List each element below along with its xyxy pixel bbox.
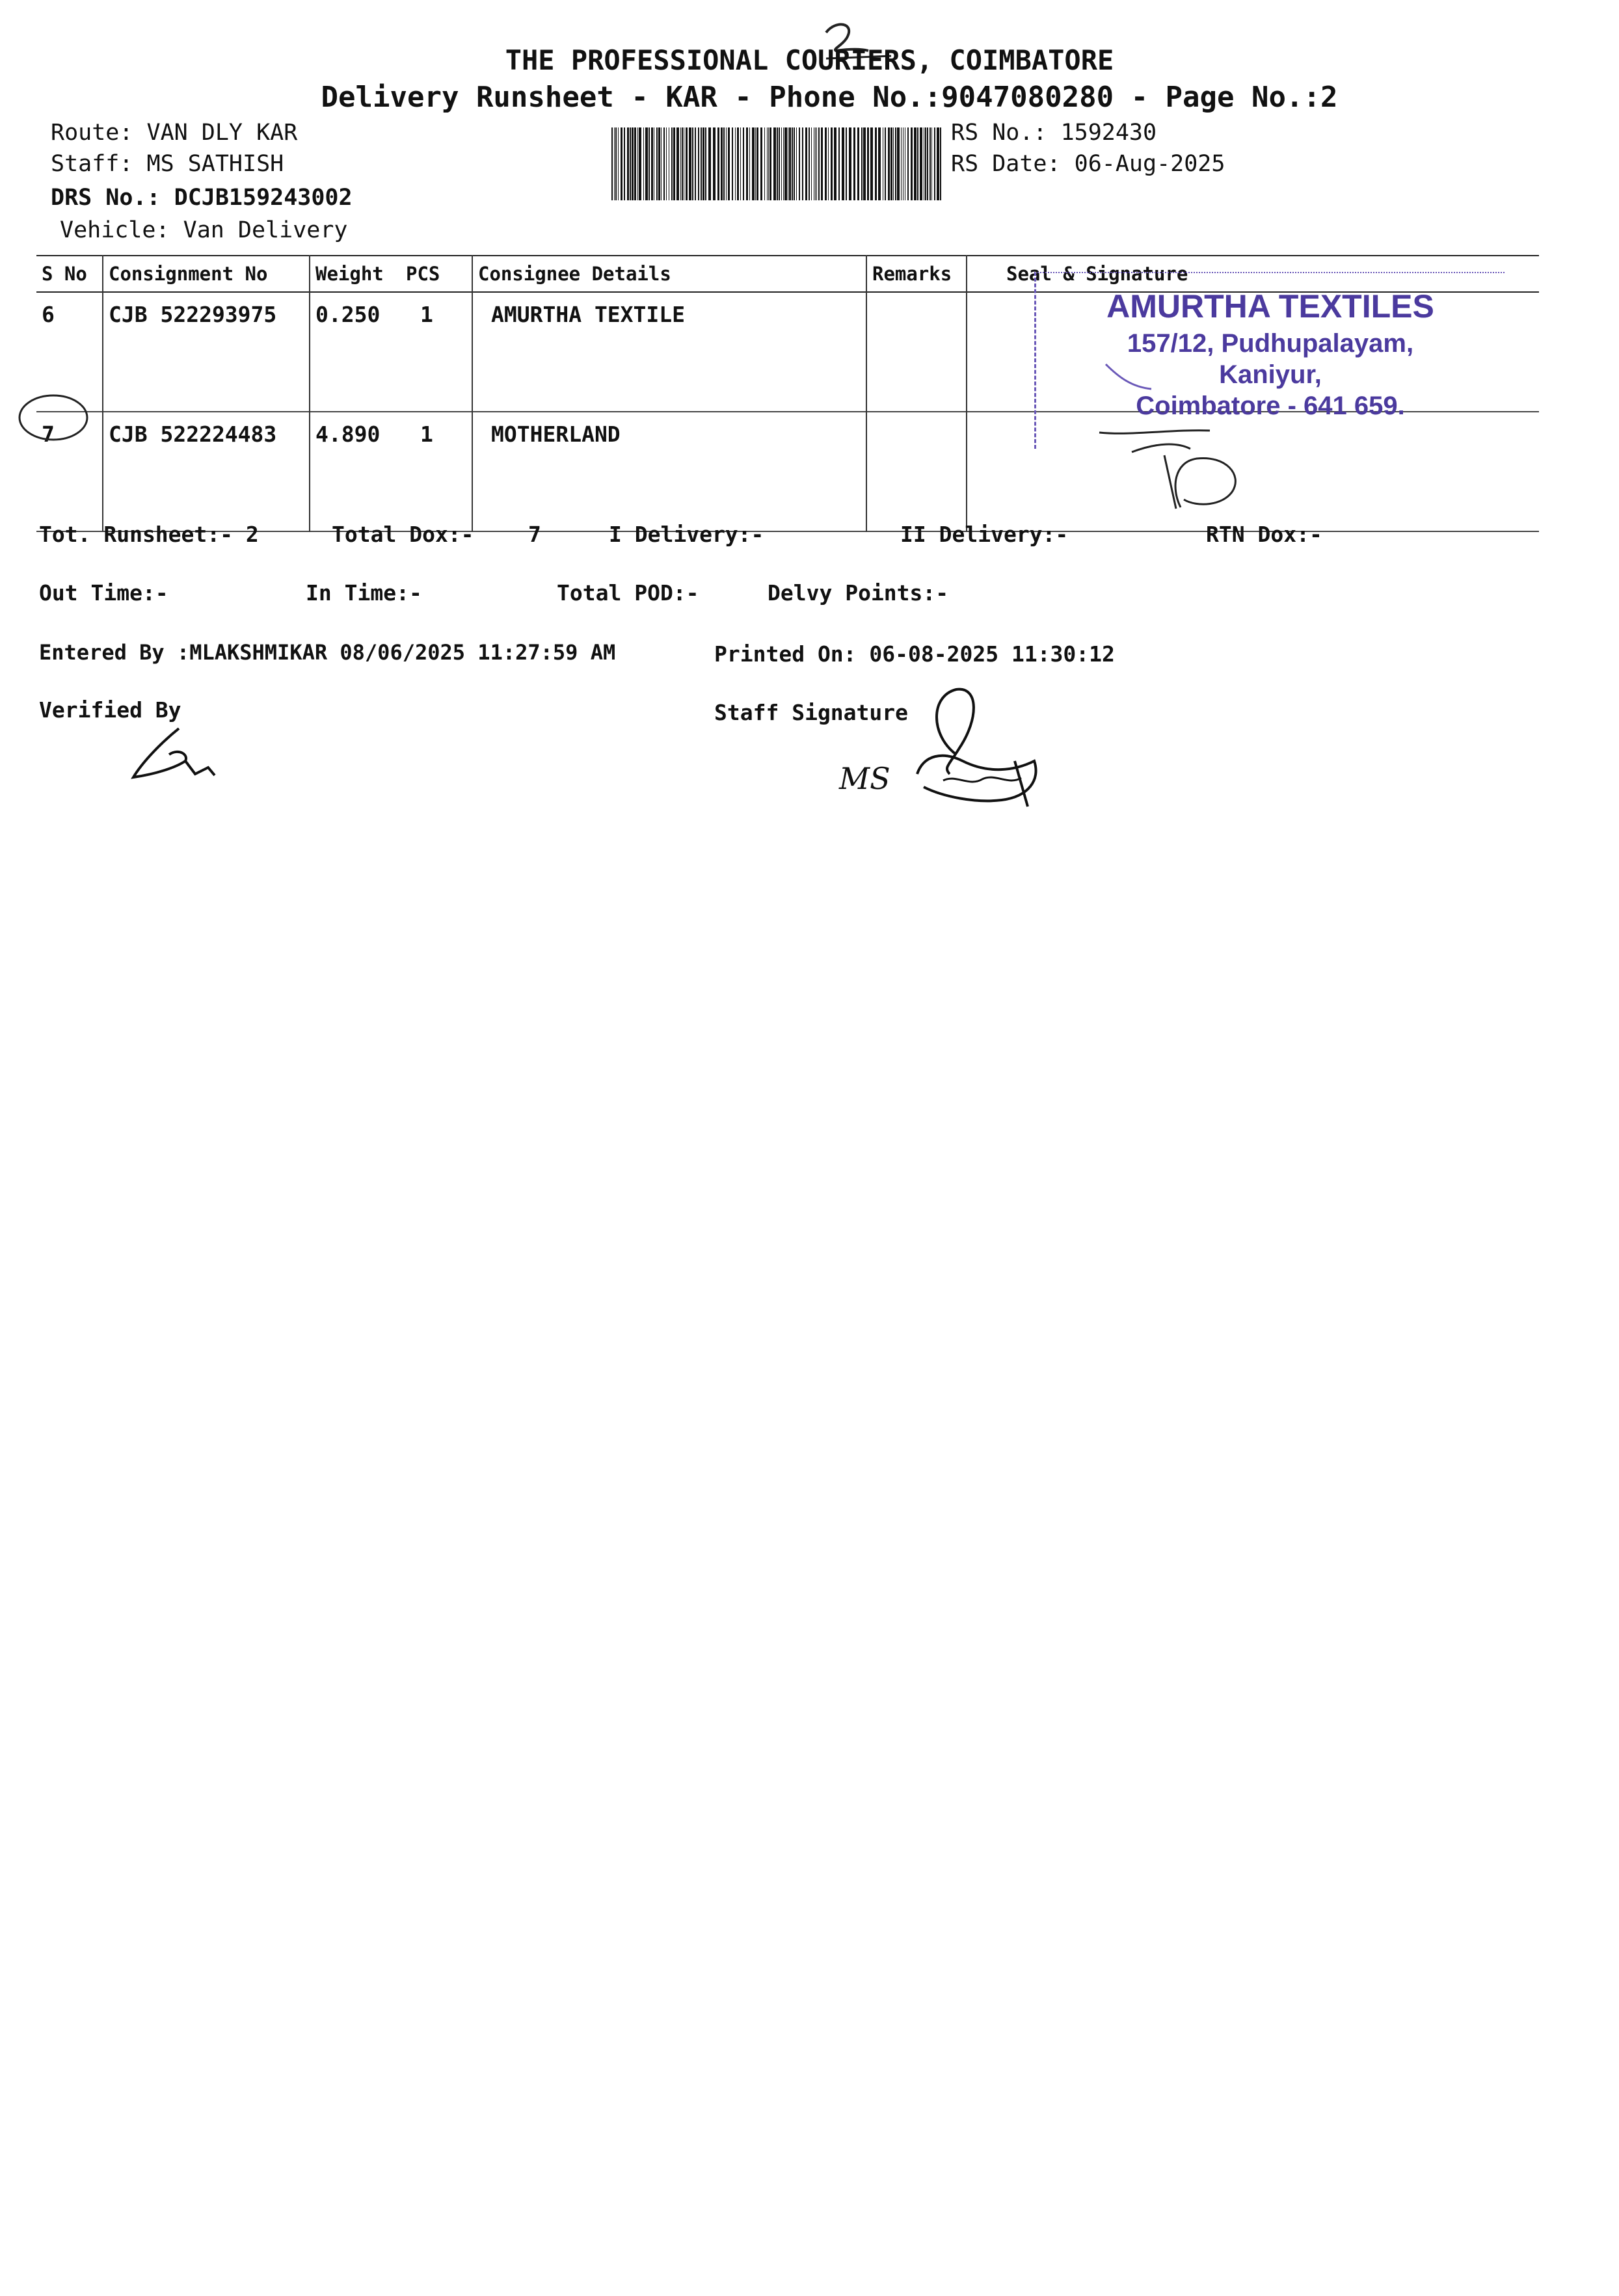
barcode-bar bbox=[614, 127, 615, 200]
barcode-bar bbox=[925, 127, 926, 200]
col-header-weight: Weight bbox=[310, 256, 401, 292]
barcode-bar bbox=[769, 127, 771, 200]
drs-number: DRS No.: DCJB159243002 bbox=[51, 185, 353, 211]
route-label: Route: VAN DLY KAR bbox=[51, 120, 298, 146]
barcode-bar bbox=[838, 127, 840, 200]
barcode-bar bbox=[834, 127, 836, 200]
barcode-bar bbox=[702, 127, 704, 200]
row-consignment: CJB 522293975 bbox=[103, 292, 310, 412]
barcode-bar bbox=[821, 127, 823, 200]
barcode-bar bbox=[637, 127, 638, 200]
barcode-bar bbox=[863, 127, 866, 200]
barcode-bar bbox=[792, 127, 793, 200]
col-header-consignment: Consignment No bbox=[103, 256, 310, 292]
barcode-bar bbox=[713, 127, 716, 200]
staff-signature-label: Staff Signature bbox=[714, 700, 909, 725]
barcode-bar bbox=[764, 127, 765, 200]
col-header-pcs: PCS bbox=[406, 263, 440, 285]
total-dox-label: Total Dox:- bbox=[332, 522, 474, 547]
row-sno: 6 bbox=[42, 302, 55, 327]
barcode-bar bbox=[737, 127, 739, 200]
vehicle-label: Vehicle: Van Delivery bbox=[60, 217, 348, 243]
barcode-bar bbox=[676, 127, 679, 200]
barcode-bar bbox=[732, 127, 733, 200]
barcode-bar bbox=[857, 127, 859, 200]
barcode-bar bbox=[651, 127, 653, 200]
barcode-bar bbox=[853, 127, 855, 200]
barcode-bar bbox=[701, 127, 702, 200]
receiver-signature bbox=[1093, 351, 1301, 527]
staff-label: Staff: MS SATHISH bbox=[51, 151, 284, 177]
stamp-address-line2: Kaniyur, bbox=[1219, 360, 1322, 389]
barcode-bar bbox=[930, 127, 931, 200]
barcode-bar bbox=[815, 127, 816, 200]
barcode-bar bbox=[666, 127, 667, 200]
verifier-signature bbox=[117, 715, 228, 787]
barcode-bar bbox=[752, 127, 755, 200]
barcode-bar bbox=[849, 127, 851, 200]
barcode-bar bbox=[888, 127, 890, 200]
barcode-bar bbox=[740, 127, 741, 200]
barcode-bar bbox=[645, 127, 648, 200]
col-header-sno: S No bbox=[42, 263, 87, 285]
handwritten-circle-mark bbox=[13, 388, 98, 446]
stamp-address-line1: 157/12, Pudhupalayam, bbox=[1127, 329, 1414, 358]
barcode-bar bbox=[692, 127, 693, 200]
barcode-bar bbox=[621, 127, 622, 200]
barcode-bar bbox=[828, 127, 829, 200]
barcode-bar bbox=[831, 127, 833, 200]
row-weight: 0.250 bbox=[310, 292, 401, 412]
col-header-seal-signature: Seal & Signature bbox=[967, 256, 1539, 292]
barcode-bar bbox=[779, 127, 780, 200]
barcode-bar bbox=[890, 127, 892, 200]
barcode-bar bbox=[723, 127, 725, 200]
document-subtitle: Delivery Runsheet - KAR - Phone No.:9047080280 - Page No.:2 bbox=[321, 81, 1338, 114]
barcode-bar bbox=[671, 127, 673, 200]
entered-by: Entered By :MLAKSHMIKAR 08/06/2025 11:27:59 AM bbox=[39, 640, 616, 665]
ii-delivery: II Delivery:- bbox=[900, 522, 1069, 547]
barcode-bar bbox=[940, 127, 941, 200]
tot-runsheet: Tot. Runsheet:- 2 bbox=[39, 522, 259, 547]
barcode-bar bbox=[618, 127, 619, 200]
barcode bbox=[611, 127, 942, 200]
barcode-bar bbox=[624, 127, 625, 200]
barcode-bar bbox=[920, 127, 922, 200]
barcode-bar bbox=[816, 127, 817, 200]
rtn-dox: RTN Dox:- bbox=[1206, 522, 1322, 547]
barcode-bar bbox=[907, 127, 909, 200]
barcode-bar bbox=[825, 127, 827, 200]
barcode-bar bbox=[809, 127, 810, 200]
barcode-bar bbox=[686, 127, 688, 200]
barcode-bar bbox=[861, 127, 863, 200]
barcode-bar bbox=[796, 127, 797, 200]
barcode-bar bbox=[728, 127, 730, 200]
barcode-bar bbox=[735, 127, 736, 200]
row-consignee: AMURTHA TEXTILE bbox=[472, 292, 866, 412]
barcode-bar bbox=[914, 127, 917, 200]
printed-on: Printed On: 06-08-2025 11:30:12 bbox=[714, 641, 1115, 667]
staff-signature bbox=[904, 683, 1060, 813]
barcode-bar bbox=[682, 127, 683, 200]
barcode-bar bbox=[794, 127, 795, 200]
barcode-bar bbox=[627, 127, 629, 200]
barcode-bar bbox=[615, 127, 617, 200]
barcode-bar bbox=[927, 127, 928, 200]
row-consignment: CJB 522224483 bbox=[103, 412, 310, 531]
barcode-bar bbox=[743, 127, 744, 200]
barcode-bar bbox=[649, 127, 650, 200]
row-remarks bbox=[866, 412, 967, 531]
barcode-bar bbox=[680, 127, 681, 200]
staff-initials: MS bbox=[839, 761, 890, 796]
barcode-bar bbox=[661, 127, 662, 200]
barcode-bar bbox=[768, 127, 769, 200]
row-sno: 7 bbox=[42, 421, 55, 447]
barcode-bar bbox=[698, 127, 699, 200]
barcode-bar bbox=[777, 127, 778, 200]
barcode-bar bbox=[895, 127, 896, 200]
barcode-bar bbox=[901, 127, 902, 200]
barcode-bar bbox=[878, 127, 881, 200]
out-time: Out Time:- bbox=[39, 580, 168, 606]
rs-number: RS No.: 1592430 bbox=[951, 120, 1157, 146]
barcode-bar bbox=[802, 127, 803, 200]
barcode-bar bbox=[658, 127, 660, 200]
barcode-bar bbox=[846, 127, 847, 200]
row-remarks bbox=[866, 292, 967, 412]
barcode-bar bbox=[749, 127, 750, 200]
row-weight: 4.890 bbox=[310, 412, 401, 531]
barcode-bar bbox=[783, 127, 784, 200]
barcode-bar bbox=[756, 127, 758, 200]
barcode-bar bbox=[726, 127, 727, 200]
barcode-bar bbox=[695, 127, 696, 200]
barcode-bar bbox=[746, 127, 748, 200]
barcode-bar bbox=[634, 127, 636, 200]
row-pcs: 1 bbox=[420, 421, 433, 447]
barcode-bar bbox=[689, 127, 691, 200]
barcode-bar bbox=[893, 127, 894, 200]
document-title: THE PROFESSIONAL COURIERS, COIMBATORE bbox=[505, 44, 1114, 76]
barcode-bar bbox=[818, 127, 820, 200]
barcode-bar bbox=[708, 127, 711, 200]
barcode-bar bbox=[773, 127, 776, 200]
total-dox-value: 7 bbox=[528, 522, 541, 547]
barcode-bar bbox=[897, 127, 900, 200]
barcode-bar bbox=[842, 127, 844, 200]
barcode-bar bbox=[630, 127, 631, 200]
barcode-bar bbox=[934, 127, 935, 200]
row-consignee: MOTHERLAND bbox=[472, 412, 866, 531]
barcode-bar bbox=[937, 127, 939, 200]
barcode-bar bbox=[911, 127, 913, 200]
barcode-bar bbox=[643, 127, 644, 200]
barcode-bar bbox=[867, 127, 869, 200]
row-pcs: 1 bbox=[420, 302, 433, 327]
barcode-bar bbox=[717, 127, 719, 200]
barcode-bar bbox=[611, 127, 613, 200]
barcode-bar bbox=[705, 127, 706, 200]
barcode-bar bbox=[673, 127, 675, 200]
col-header-consignee: Consignee Details bbox=[472, 256, 866, 292]
barcode-bar bbox=[767, 127, 768, 200]
col-header-remarks: Remarks bbox=[866, 256, 967, 292]
i-delivery: I Delivery:- bbox=[609, 522, 764, 547]
delvy-points: Delvy Points:- bbox=[768, 580, 949, 606]
barcode-bar bbox=[781, 127, 782, 200]
barcode-bar bbox=[789, 127, 791, 200]
rs-date: RS Date: 06-Aug-2025 bbox=[951, 151, 1225, 177]
barcode-bar bbox=[656, 127, 658, 200]
verified-by-label: Verified By bbox=[39, 697, 181, 723]
barcode-bar bbox=[632, 127, 634, 200]
barcode-bar bbox=[639, 127, 641, 200]
barcode-bar bbox=[784, 127, 787, 200]
barcode-bar bbox=[721, 127, 723, 200]
barcode-bar bbox=[755, 127, 756, 200]
barcode-bar bbox=[875, 127, 877, 200]
barcode-bar bbox=[931, 127, 932, 200]
in-time: In Time:- bbox=[306, 580, 422, 606]
barcode-bar bbox=[663, 127, 665, 200]
barcode-bar bbox=[885, 127, 886, 200]
stamp-company-name: AMURTHA TEXTILES bbox=[1106, 288, 1434, 325]
barcode-bar bbox=[811, 127, 812, 200]
stamp-address-line3: Coimbatore - 641 659. bbox=[1136, 392, 1405, 420]
barcode-bar bbox=[760, 127, 762, 200]
barcode-bar bbox=[799, 127, 800, 200]
barcode-bar bbox=[870, 127, 873, 200]
barcode-bar bbox=[805, 127, 807, 200]
barcode-bar bbox=[917, 127, 918, 200]
total-pod: Total POD:- bbox=[557, 580, 699, 606]
